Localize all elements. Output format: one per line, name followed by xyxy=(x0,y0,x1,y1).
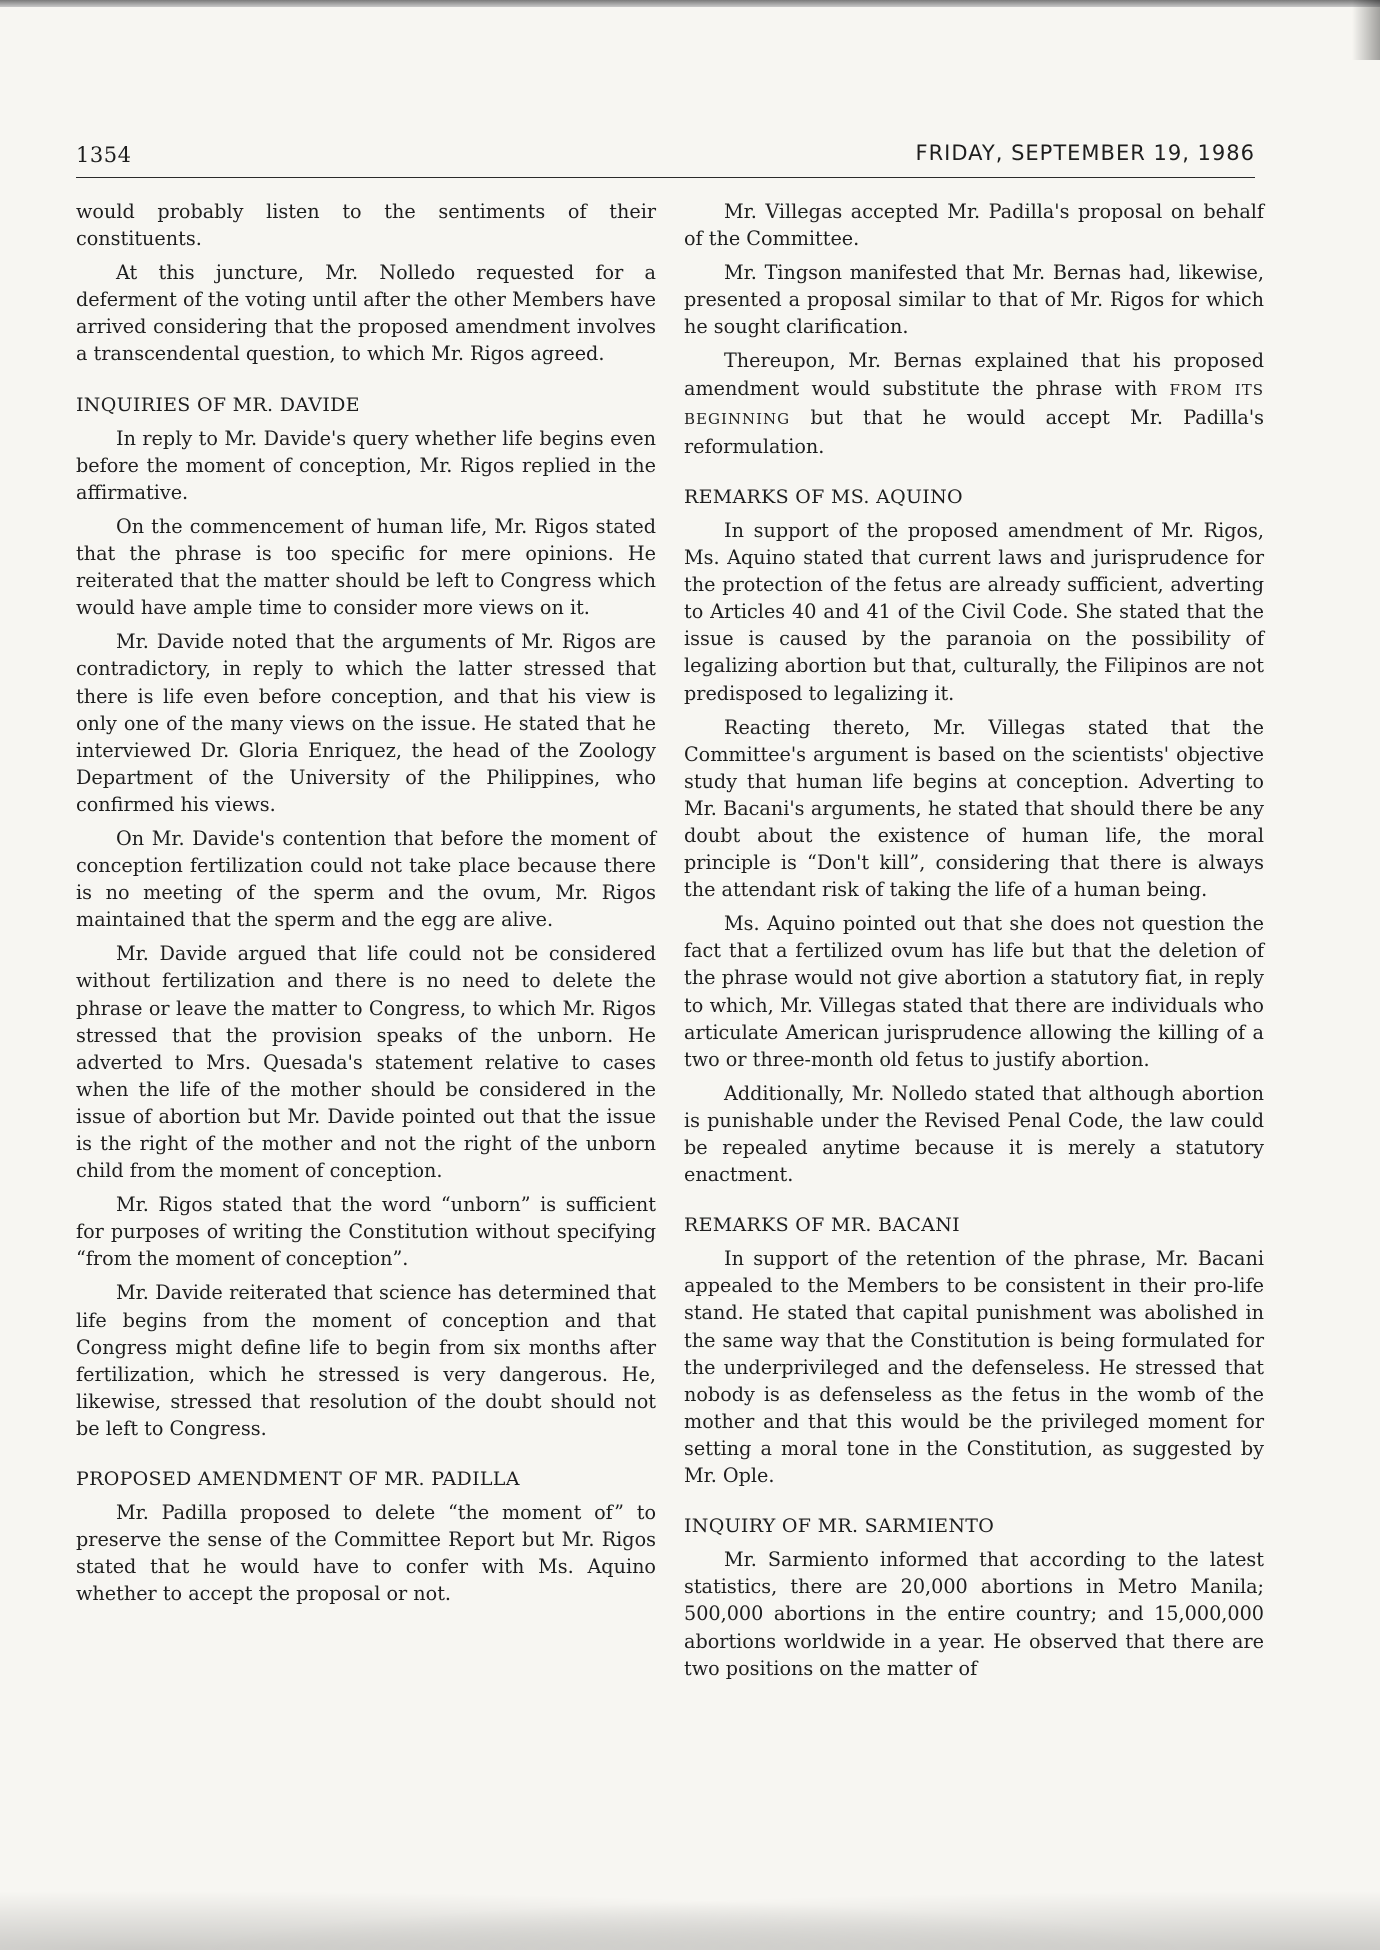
section-heading: INQUIRIES OF MR. DAVIDE xyxy=(76,393,360,416)
paragraph: Mr. Villegas accepted Mr. Padilla's proposal on behalf of the Committee. xyxy=(684,200,1264,251)
paragraph-text: Thereupon, Mr. Bernas explained that his proposed amendment would substitute the phrase with xyxy=(684,349,1264,400)
paragraph: Mr. Davide reiterated that science has determined that life begins from the moment of conception and that Congress might define life to begin from six months after fertilization, which he stressed is very dangerous. He, likewise, stressed that resolution of the doubt should not be left to Congress. xyxy=(76,1281,656,1440)
paragraph: Mr. Rigos stated that the word “unborn” is sufficient for purposes of writing the Constitution without specifying “from the moment of conception”. xyxy=(76,1193,656,1271)
section-heading: INQUIRY OF MR. SARMIENTO xyxy=(684,1515,995,1538)
paragraph: Mr. Davide argued that life could not be considered without fertilization and there is no need to delete the phrase or leave the matter to Congress, to which Mr. Rigos stressed that the provision speaks of the unborn. He adverted to Mrs. Quesada's statement relative to cases when the life of the mother should be considered in the issue of abortion but Mr. Davide pointed out that the issue is the right of the mother and not the right of the unborn child from the moment of conception. xyxy=(76,942,656,1183)
paragraph: At this juncture, Mr. Nolledo requested for a deferment of the voting until after the other Members have arrived considering that the proposed amendment involves a transcendental question, to which Mr. Rigos agreed. xyxy=(76,261,656,366)
scan-bottom-noise xyxy=(0,1880,1380,1950)
left-column xyxy=(76,198,656,1615)
paragraph: In reply to Mr. Davide's query whether life begins even before the moment of conception, Mr. Rigos replied in the affirmative. xyxy=(76,426,656,504)
paragraph: Mr. Sarmiento informed that according to the latest statistics, there are 20,000 abortions in Metro Manila; 500,000 abortions in the entire country; and 15,000,000 abortions worldwide in a year. He observed that there are two positions on the matter of xyxy=(684,1548,1264,1680)
paragraph-text: but that he would accept Mr. Padilla's reformulation. xyxy=(684,405,1264,458)
paragraph: Mr. Davide noted that the arguments of Mr. Rigos are contradictory, in reply to which the latter stressed that there is life even before conception, and that his view is only one of the many views on the issue. He stated that he interviewed Dr. Gloria Enriquez, the head of the Zoology Department of the University of the Philippines, who confirmed his views. xyxy=(76,630,656,816)
section-heading: REMARKS OF MS. AQUINO xyxy=(684,485,963,508)
scan-corner-shadow xyxy=(1352,0,1380,60)
section-heading: PROPOSED AMENDMENT OF MR. PADILLA xyxy=(76,1468,520,1491)
page-number: 1354 xyxy=(76,143,132,167)
paragraph: On Mr. Davide's contention that before the moment of conception fertilization could not take place because there is no meeting of the sperm and the ovum, Mr. Rigos maintained that the sperm and the egg are alive. xyxy=(76,826,656,932)
page-date: FRIDAY, SEPTEMBER 19, 1986 xyxy=(915,141,1255,165)
paragraph: In support of the retention of the phrase, Mr. Bacani appealed to the Members to be consistent in their pro-life stand. He stated that capital punishment was abolished in the same way that the Constitution is being formulated for the underprivileged and the defenseless. He stressed that nobody is as defenseless as the fetus in the womb of the mother and that this would be the privileged moment for setting a moral tone in the Constitution, as suggested by Mr. Ople. xyxy=(684,1247,1264,1488)
paragraph: Additionally, Mr. Nolledo stated that although abortion is punishable under the Revised Penal Code, the law could be repealed anytime because it is merely a statutory enactment. xyxy=(684,1081,1264,1187)
paragraph: Mr. Padilla proposed to delete “the moment of” to preserve the sense of the Committee Report but Mr. Rigos stated that he would have to confer with Ms. Aquino whether to accept the proposal or not. xyxy=(76,1501,656,1606)
paragraph: Ms. Aquino pointed out that she does not question the fact that a fertilized ovum has life but that the deletion of the phrase would not give abortion a statutory fiat, in reply to which, Mr. Villegas stated that there are individuals who articulate American jurisprudence allowing the killing of a two or three-month old fetus to justify abortion. xyxy=(684,912,1264,1071)
quoted-phrase: FROM ITS BEGINNING xyxy=(684,380,1264,428)
paragraph: Reacting thereto, Mr. Villegas stated that the Committee's argument is based on the scientists' objective study that human life begins at conception. Adverting to Mr. Bacani's arguments, he stated that should there be any doubt about the existence of human life, the moral principle is “Don't kill”, considering that there is always the attendant risk of taking the life of a human being. xyxy=(684,715,1264,902)
paragraph: On the commencement of human life, Mr. Rigos stated that the phrase is too specific for mere opinions. He reiterated that the matter should be left to Congress which would have ample time to consider more views on it. xyxy=(76,514,656,620)
scan-top-edge xyxy=(0,0,1380,7)
paragraph: In support of the proposed amendment of Mr. Rigos, Ms. Aquino stated that current laws and jurisprudence for the protection of the fetus are already sufficient, adverting to Articles 40 and 41 of the Civil Code. She stated that the issue is caused by the paranoia on the possibility of legalizing abortion but that, culturally, the Filipinos are not predisposed to legalizing it. xyxy=(684,518,1264,705)
paragraph: Mr. Tingson manifested that Mr. Bernas had, likewise, presented a proposal similar to that of Mr. Rigos for which he sought clarification. xyxy=(684,261,1264,339)
section-heading: REMARKS OF MR. BACANI xyxy=(684,1214,960,1237)
paragraph: would probably listen to the sentiments of their constituents. xyxy=(76,200,656,251)
page-header xyxy=(76,141,1255,178)
paragraph xyxy=(684,347,1264,459)
right-column xyxy=(684,198,1264,1689)
